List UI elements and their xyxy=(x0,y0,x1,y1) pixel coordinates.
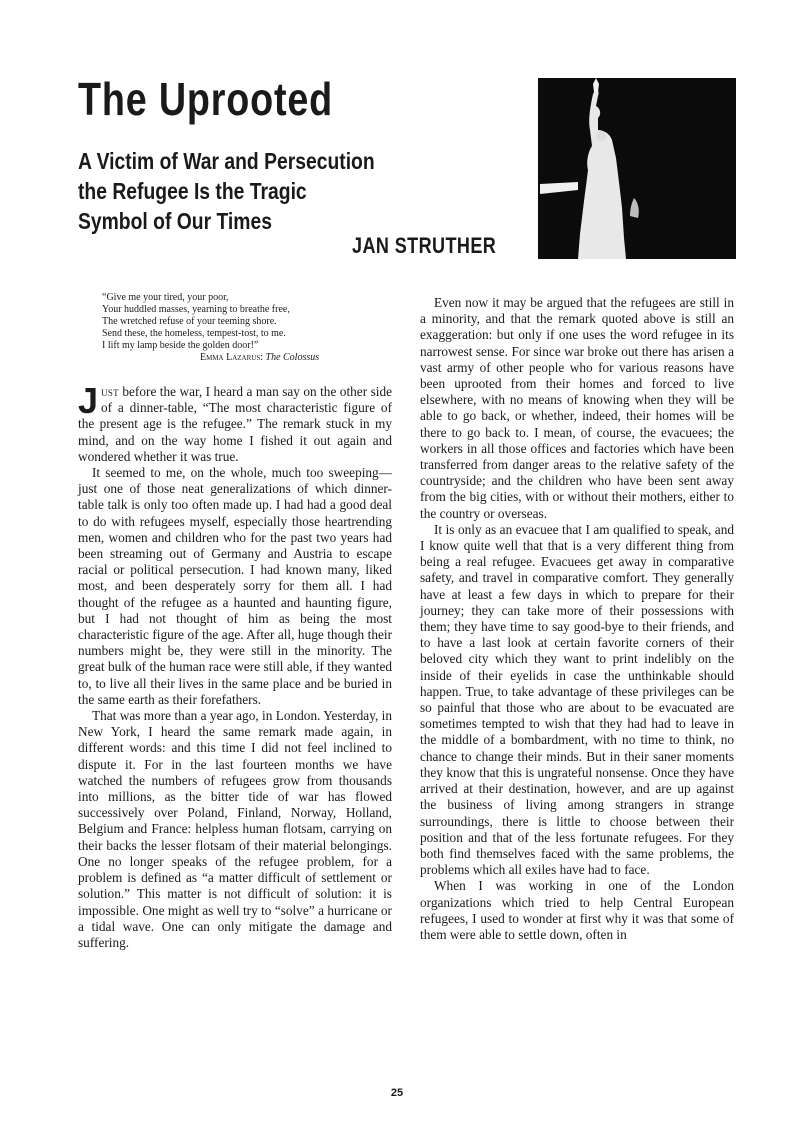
epigraph-line: Send these, the homeless, tempest-tost, to me. xyxy=(102,328,286,339)
epigraph-line: The wretched refuse of your teeming shore. xyxy=(102,316,277,327)
body-paragraph: When I was working in one of the London organizations which tried to help Central European refugees, I used to wonder at first why it was that some of them were able to settle down, often in xyxy=(420,878,734,942)
statue-of-liberty-photo xyxy=(538,78,736,259)
subtitle-line: the Refugee Is the Tragic xyxy=(78,178,307,204)
body-column-right xyxy=(420,295,734,943)
epigraph-line: Your huddled masses, yearning to breathe free, xyxy=(102,304,290,315)
epigraph-line: “Give me your tired, your poor, xyxy=(102,292,229,303)
drop-cap: J xyxy=(78,380,99,421)
body-paragraph: Even now it may be argued that the refugees are still in a minority, and that the remark quoted above is still an exaggeration: but only if one uses the word refugee in its narrowest sense. For since war broke out there has arisen a vast army of other people who for various reasons have been uprooted from their homes and forced to live elsewhere, with no means of knowing when they will be able to go back, or whether, indeed, their homes will be there to go back to. I mean, of course, the evacuees; the workers in all those offices and factories which have been transferred from danger areas to the relative safety of the countryside; and the children who have been sent away from the big cities, with or without their mothers, either to the country or overseas. xyxy=(420,295,734,521)
body-paragraph: It seemed to me, on the whole, much too sweeping—just one of those neat generalizations of which dinner-table talk is only too often made up. I had had a good deal to do with refugees myself, especially those heartrending men, women and children who for the past two years had been streaming out of Germany and Austria to escape racial or political persecution. I had known many, liked most, and been desperately sorry for them all. I had thought of the refugee as a haunted and haunting figure, but I had not thought of him as being the most characteristic figure of the age. After all, huge though their numbers might be, they were still in the minority. The great bulk of the human race were still able, if they wanted to, to live all their lives in the same place and be buried in the same earth as their forefathers. xyxy=(78,465,392,707)
author-byline: JAN STRUTHER xyxy=(352,233,497,258)
body-paragraph: It is only as an evacuee that I am qualified to speak, and I know quite well that that is a very different thing from being a real refugee. Evacuees get away in comparative safety, and travel in comparative comfort. They generally have at least a few days in which to prepare for their journey; they can take more of their possessions with them; they have time to say good-bye to their friends, and to have a last look at certain favorite corners of their beloved city which they want to print indelibly on the inside of their eyelids in case the unthinkable should happen. True, to take advantage of these privileges can be so painful that those who are about to be evacuated are sometimes tempted to wish that they had had to leave in the middle of a bombardment, with no time to think, no chance to change their minds. But in their saner moments they know that this is ungrateful nonsense. Once they have arrived at their destination, however, and are up against the business of living among strangers in strange surroundings, there is little to choose between their position and that of the less fortunate refugees. For they both find themselves faced with the same problems, the problems which all exiles have had to face. xyxy=(420,521,734,878)
epigraph-line: I lift my lamp beside the golden door!” xyxy=(102,340,259,351)
article-title: The Uprooted xyxy=(78,73,334,125)
epigraph-author: Emma Lazarus: xyxy=(200,352,264,363)
body-column-left xyxy=(78,380,392,951)
subtitle-line: A Victim of War and Persecution xyxy=(78,148,375,174)
paragraph-text: before the war, I heard a man say on the other side of a dinner-table, “The most characteristic figure of the present age is the refugee.” The remark stuck in my mind, and on the way home I fished it out again and wondered whether it was true. xyxy=(78,384,392,464)
epigraph-work: The Colossus xyxy=(265,352,320,363)
body-paragraph: That was more than a year ago, in London. Yesterday, in New York, I heard the same remark made again, in different words: and this time I did not feel inclined to dispute it. For in the last fourteen months we have watched the numbers of refugees grow from thousands into millions, as the bitter tide of war has flowed successively over Poland, Finland, Norway, Holland, Belgium and France: helpless human flotsam, carrying on their backs the lesser flotsam of their material belongings. One no longer speaks of the refugee problem, for a problem is defined as “a matter difficult of settlement or solution.” This matter is not difficult of solution: it is impossible. One might as well try to “solve” a hurricane or a tidal wave. One can only mitigate the damage and suffering. xyxy=(78,708,392,950)
epigraph-attribution xyxy=(200,352,392,364)
epigraph xyxy=(102,292,392,364)
body-paragraph xyxy=(78,380,392,465)
subtitle-line: Symbol of Our Times xyxy=(78,208,272,234)
page-number: 25 xyxy=(390,1087,404,1099)
article-subtitle xyxy=(78,146,414,236)
small-caps-lead: ust xyxy=(101,384,119,399)
statue-silhouette-image xyxy=(538,78,736,259)
